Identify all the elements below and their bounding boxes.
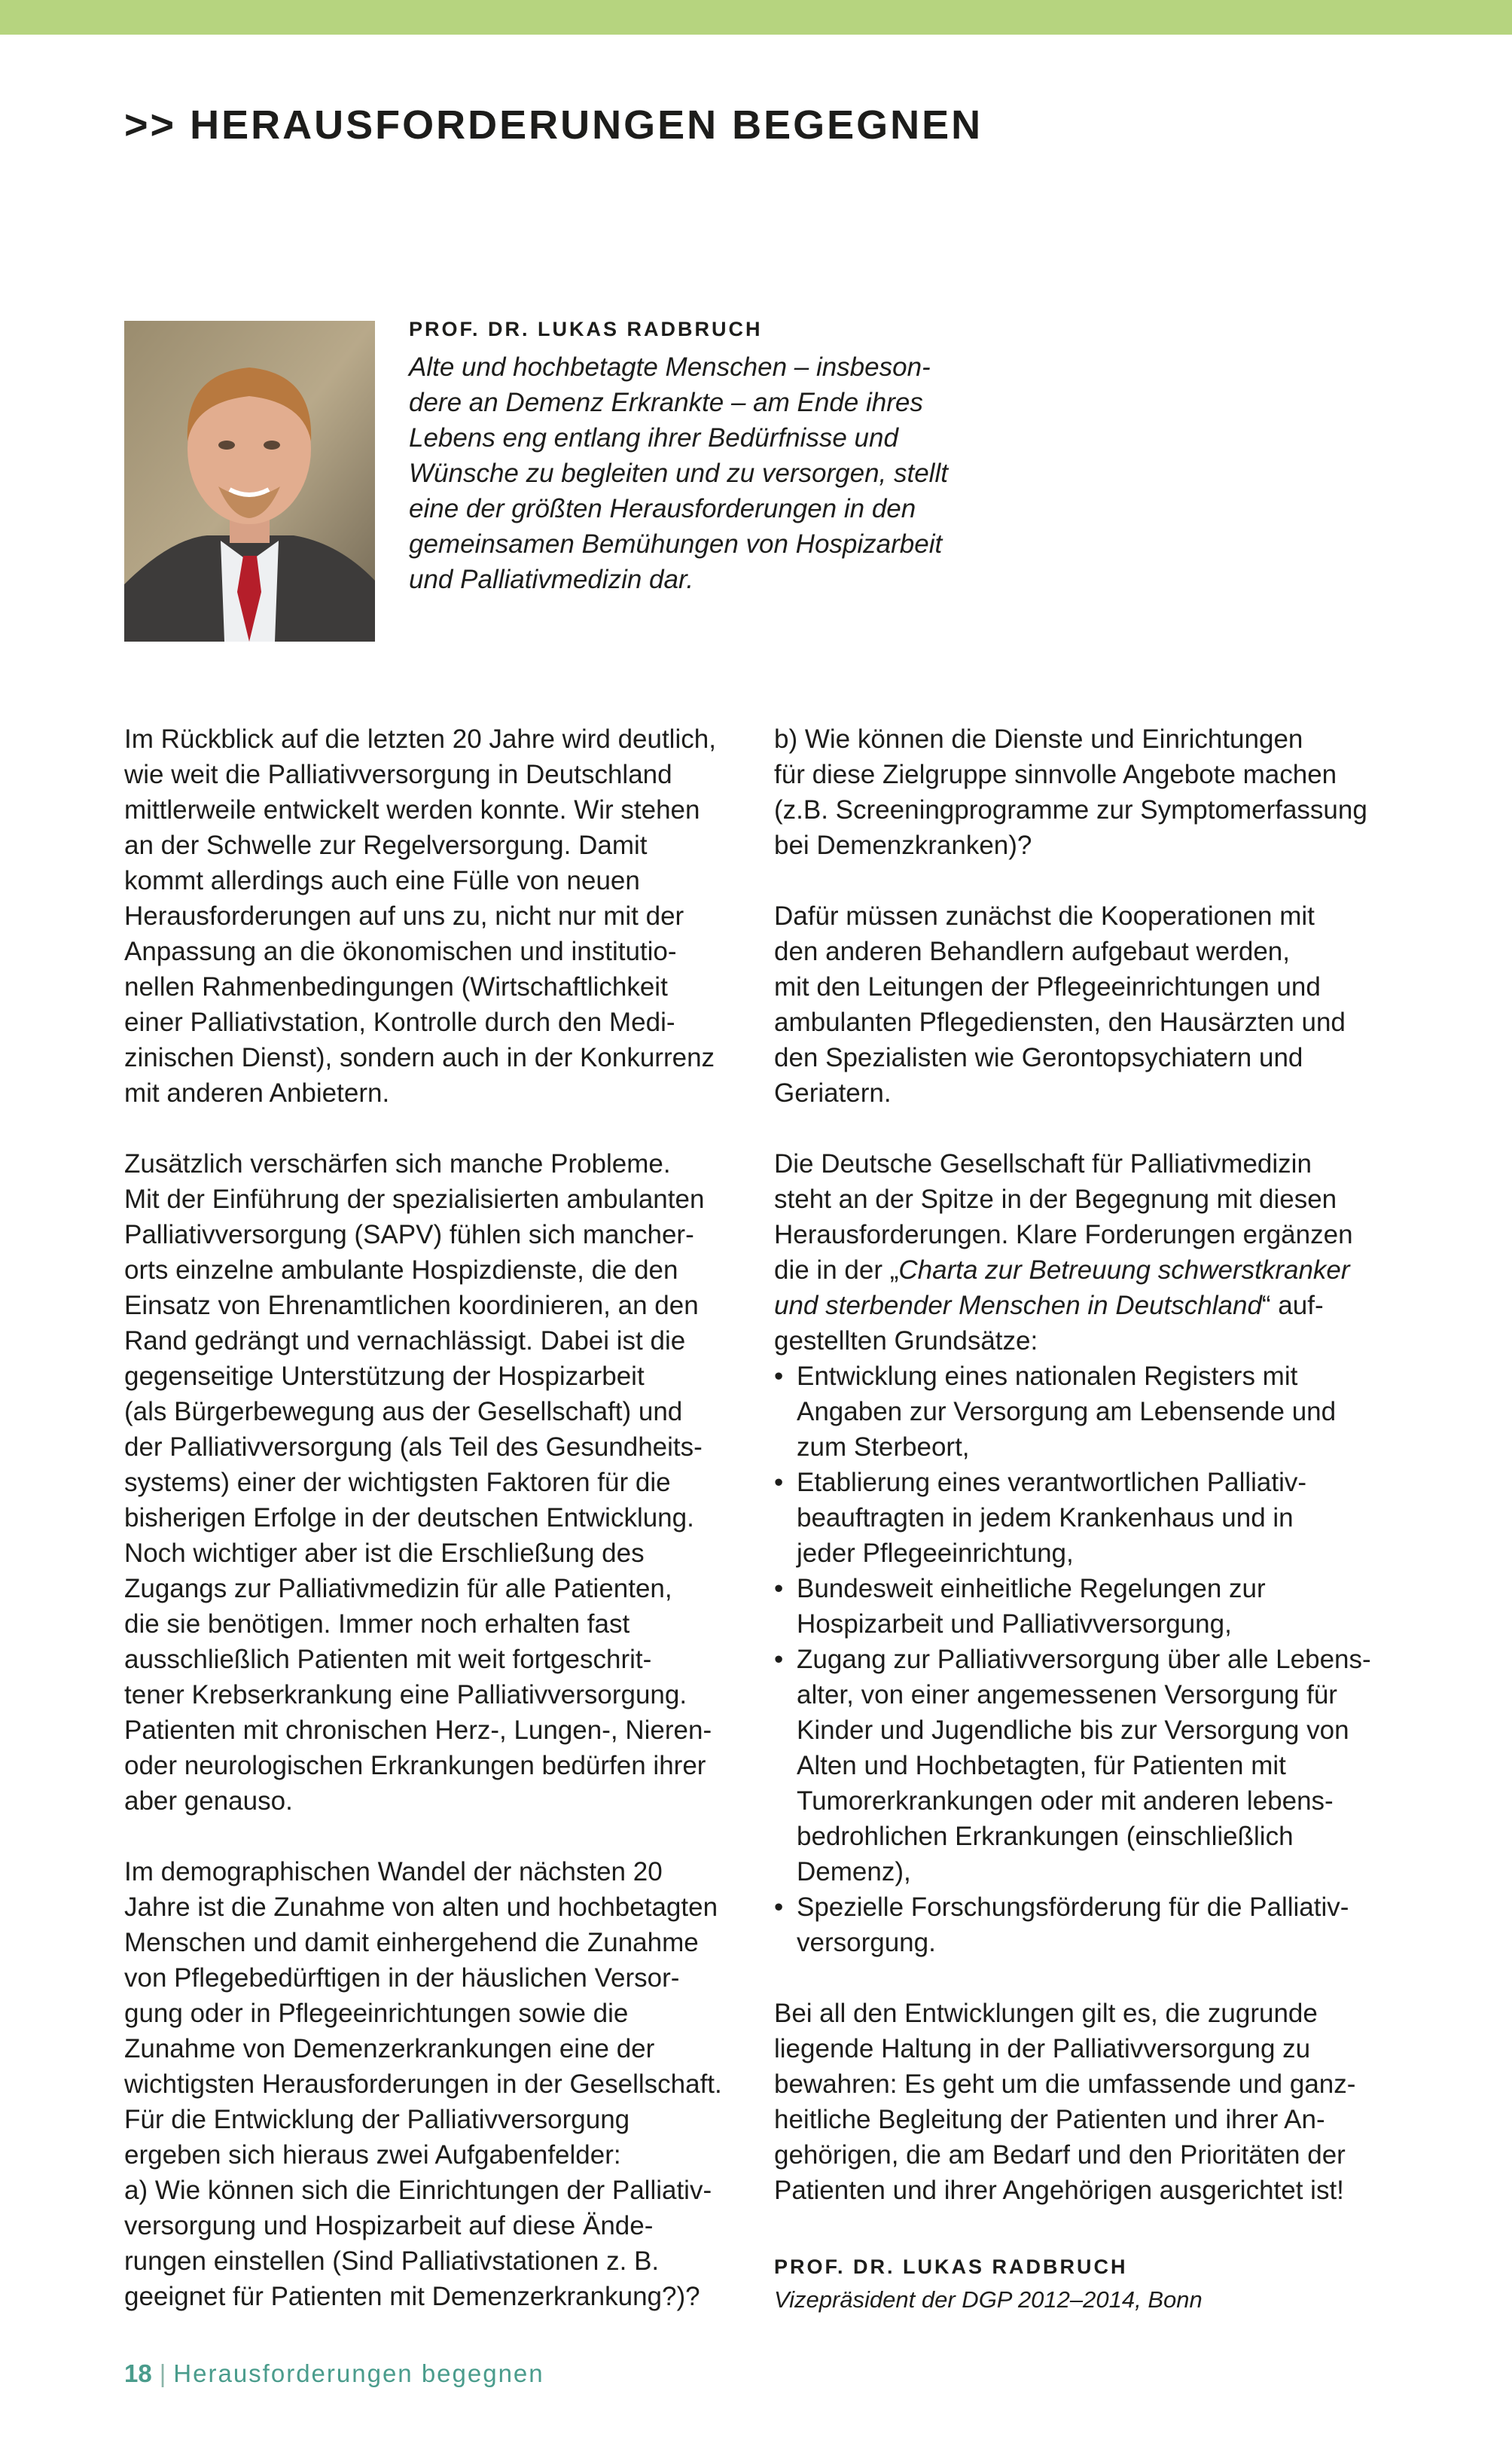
list-item: • Entwicklung eines nationalen Registers mit Angaben zur Versorgung am Lebensende und zum Sterbeort, [774, 1359, 1422, 1465]
demands-list [774, 1359, 1422, 1960]
page-title: >> HERAUSFORDERUNGEN BEGEGNEN [124, 102, 983, 148]
author-portrait [124, 321, 375, 642]
paragraph-right-1: b) Wie können die Dienste und Einrichtungen für diese Zielgruppe sinnvolle Angebote machen (z.B. Screeningprogramme zur Symptomerfassung bei Demenzkranken)? [774, 724, 1367, 860]
paragraph-right-3-lead: Die Deutsche Gesellschaft für Palliativmedizin steht an der Spitze in der Begegnung mit diesen Herausforderungen. Klare Forderungen ergänzen die in der „ [774, 1149, 1353, 1285]
signature-role: Vizepräsident der DGP 2012–2014, Bonn [774, 2286, 1203, 2313]
list-item: • Bundesweit einheitliche Regelungen zur Hospizarbeit und Palliativversorgung, [774, 1571, 1422, 1642]
top-accent-bar [0, 0, 1512, 35]
list-item: • Etablierung eines verantwortlichen Palliativ- beauftragten in jedem Krankenhaus und in jeder Pflegeeinrichtung, [774, 1465, 1422, 1571]
paragraph-left-1: Im Rückblick auf die letzten 20 Jahre wird deutlich, wie weit die Palliativversorgung in Deutschland mittlerweile entwickelt werden konnte. Wir stehen an der Schwelle zur Regelversorgung. Damit kommt allerdings auch eine Fülle von neuen Herausforderungen auf uns zu, nicht nur mit der Anpassung an die ökonomischen und institutio- nellen Rahmenbedingungen (Wirtschaftlichkeit einer Palliativstation, Kontrolle durch den Medi- zinischen Dienst), sondern auch in der Konkurrenz mit anderen Anbietern. [124, 724, 716, 1108]
paragraph-right-2: Dafür müssen zunächst die Kooperationen mit den anderen Behandlern aufgebaut werden, mit den Leitungen der Pflegeeinrichtungen und ambulanten Pflegediensten, den Hausärzten und den Spezialisten wie Gerontopsychiatern und Geriatern. [774, 901, 1346, 1108]
intro-quote-block [409, 315, 981, 597]
paragraph-right-3-tail: “ auf- gestellten Grundsätze: [774, 1291, 1324, 1356]
intro-author: PROF. DR. LUKAS RADBRUCH [409, 318, 763, 340]
footer-separator: | [159, 2359, 166, 2387]
signature-name: PROF. DR. LUKAS RADBRUCH [774, 2255, 1128, 2278]
page-number: 18 [124, 2359, 152, 2387]
paragraph-right-3 [774, 1146, 1422, 1359]
paragraph-right-4: Bei all den Entwicklungen gilt es, die zugrunde liegende Haltung in der Palliativversorgung zu bewahren: Es geht um die umfassende und ganz- heitliche Begleitung der Patienten und ihrer An- gehörigen, die am Bedarf und den Prioritäten der Patienten und ihrer Angehörigen ausgerichtet ist! [774, 1999, 1356, 2205]
intro-quote: Alte und hochbetagte Menschen – insbeson- dere an Demenz Erkrankte – am Ende ihres Lebens eng entlang ihrer Bedürfnisse und Wünsche zu begleiten und zu versorgen, stellt eine der größten Herausforderungen in den gemeinsamen Bemühungen von Hospizarbeit und Palliativmedizin dar. [409, 352, 948, 594]
page-footer [124, 2357, 544, 2390]
right-column [774, 721, 1422, 2208]
charta-title: Charta zur Betreuung schwerstkranker und sterbender Menschen in Deutschland [774, 1255, 1350, 1320]
left-column [124, 721, 757, 2314]
paragraph-left-2: Zusätzlich verschärfen sich manche Probleme. Mit der Einführung der spezialisierten ambulanten Palliativversorgung (SAPV) fühlen sich mancher- orts einzelne ambulante Hospizdienste, die den Einsatz von Ehrenamtlichen koordinieren, an den Rand gedrängt und vernachlässigt. Dabei ist die gegenseitige Unterstützung der Hospizarbeit (als Bürgerbewegung aus der Gesellschaft) und der Palliativversorgung (als Teil des Gesundheits- systems) einer der wichtigsten Faktoren für die bisherigen Erfolge in der deutschen Entwicklung. Noch wichtiger aber ist die Erschließung des Zugangs zur Palliativmedizin für alle Patienten, die sie benötigen. Immer noch erhalten fast ausschließlich Patienten mit weit fortgeschrit- tener Krebserkrankung eine Palliativversorgung. Patienten mit chronischen Herz-, Lungen-, Nieren- oder neurologischen Erkrankungen bedürfen ihrer aber genauso. [124, 1149, 712, 1816]
list-item: • Zugang zur Palliativversorgung über alle Lebens- alter, von einer angemessenen Versorgung für Kinder und Jugendliche bis zur Versorgung von Alten und Hochbetagten, für Patienten mit Tumorerkrankungen oder mit anderen lebens- bedrohlichen Erkrankungen (einschließlich Demenz), [774, 1642, 1422, 1889]
footer-section-label: Herausforderungen begegnen [173, 2359, 544, 2387]
list-item: • Spezielle Forschungsförderung für die Palliativ- versorgung. [774, 1889, 1422, 1960]
paragraph-left-3: Im demographischen Wandel der nächsten 20 Jahre ist die Zunahme von alten und hochbetagten Menschen und damit einhergehend die Zunahme von Pflegebedürftigen in der häuslichen Versor- gung oder in Pflegeeinrichtungen sowie die Zunahme von Demenzerkrankungen eine der wichtigsten Herausforderungen in der Gesellschaft. Für die Entwicklung der Palliativversorgung ergeben sich hieraus zwei Aufgabenfelder: a) Wie können sich die Einrichtungen der Palliativ- versorgung und Hospizarbeit auf diese Ände- rungen einstellen (Sind Palliativstationen z. B. geeignet für Patienten mit Demenzerkrankung?)? [124, 1857, 722, 2311]
